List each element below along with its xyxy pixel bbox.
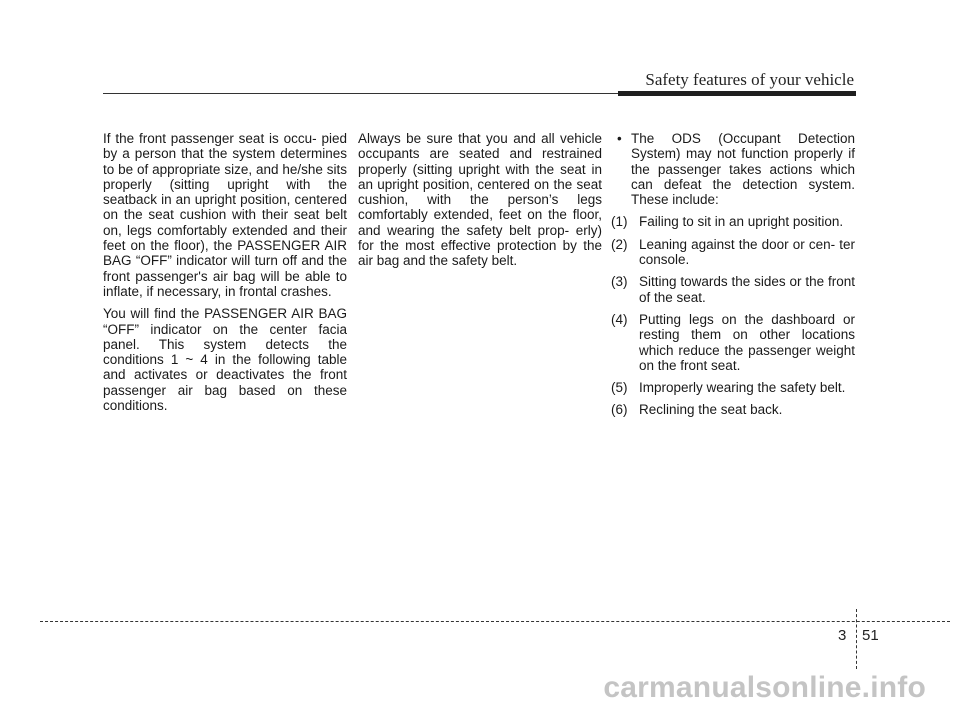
list-item-number: (1)	[611, 214, 628, 230]
text-column-3	[611, 131, 855, 425]
ods-warning-bullet	[611, 131, 855, 207]
watermark-text: carmanualsonline.info	[603, 671, 926, 704]
page-header-title: Safety features of your vehicle	[645, 70, 854, 89]
list-item	[611, 312, 855, 373]
condition-list	[611, 214, 855, 417]
text-column-2	[358, 131, 602, 276]
list-item	[611, 380, 855, 395]
list-item	[611, 274, 855, 305]
list-item	[611, 402, 855, 417]
list-item-text: Failing to sit in an upright position.	[639, 214, 844, 230]
bullet-mark: •	[617, 131, 622, 146]
page-number: 51	[862, 627, 879, 644]
list-item	[611, 214, 855, 229]
list-item-text: Leaning against the door or cen- ter console.	[639, 236, 855, 268]
list-item	[611, 237, 855, 268]
column1-paragraph-2: You will find the PASSENGER AIR BAG “OFF” indicator on the center facia panel. This system detects the conditions 1 ~ 4 in the following table and activates or deactivates the front passenger air bag based on these conditions.	[103, 306, 347, 414]
chapter-number: 3	[838, 627, 847, 644]
text-column-1	[103, 131, 347, 420]
list-item-text: Improperly wearing the safety belt.	[639, 380, 846, 396]
list-item-number: (2)	[611, 236, 628, 252]
list-item-text: Reclining the seat back.	[639, 402, 783, 418]
footer-divider	[40, 621, 950, 622]
list-item-number: (6)	[611, 402, 628, 418]
column1-paragraph-1: If the front passenger seat is occu- pied by a person that the system determines to be of appropriate size, and he/she sits properly (sitting upright with the seatback in an upright position, centered on the seat cushion with their seat belt on, legs comfortably extended and their feet on the floor), the PASSENGER AIR BAG “OFF” indicator will turn off and the front passenger's air bag will be able to inflate, if necessary, in frontal crashes.	[103, 131, 347, 299]
list-item-number: (4)	[611, 311, 628, 327]
list-item-number: (5)	[611, 380, 628, 396]
header-divider-thick	[618, 91, 856, 96]
list-item-text: Sitting towards the sides or the front of the seat.	[639, 274, 855, 305]
header-divider-thin	[103, 93, 618, 94]
footer-page-separator	[856, 609, 857, 669]
column2-paragraph-1: Always be sure that you and all vehicle occupants are seated and restrained properly (sitting upright with the seat in an upright position, centered on the seat cushion, with the person’s legs comfortably extended, feet on the floor, and wearing the safety belt prop- erly) for the most effective protection by the air bag and the safety belt.	[358, 131, 602, 269]
list-item-text: Putting legs on the dashboard or resting them on other locations which reduce the passenger weight on the front seat.	[639, 311, 855, 373]
list-item-number: (3)	[611, 274, 628, 290]
bullet-text: The ODS (Occupant Detection System) may not function properly if the passenger takes actions which can defeat the detection system. These include:	[631, 131, 855, 208]
